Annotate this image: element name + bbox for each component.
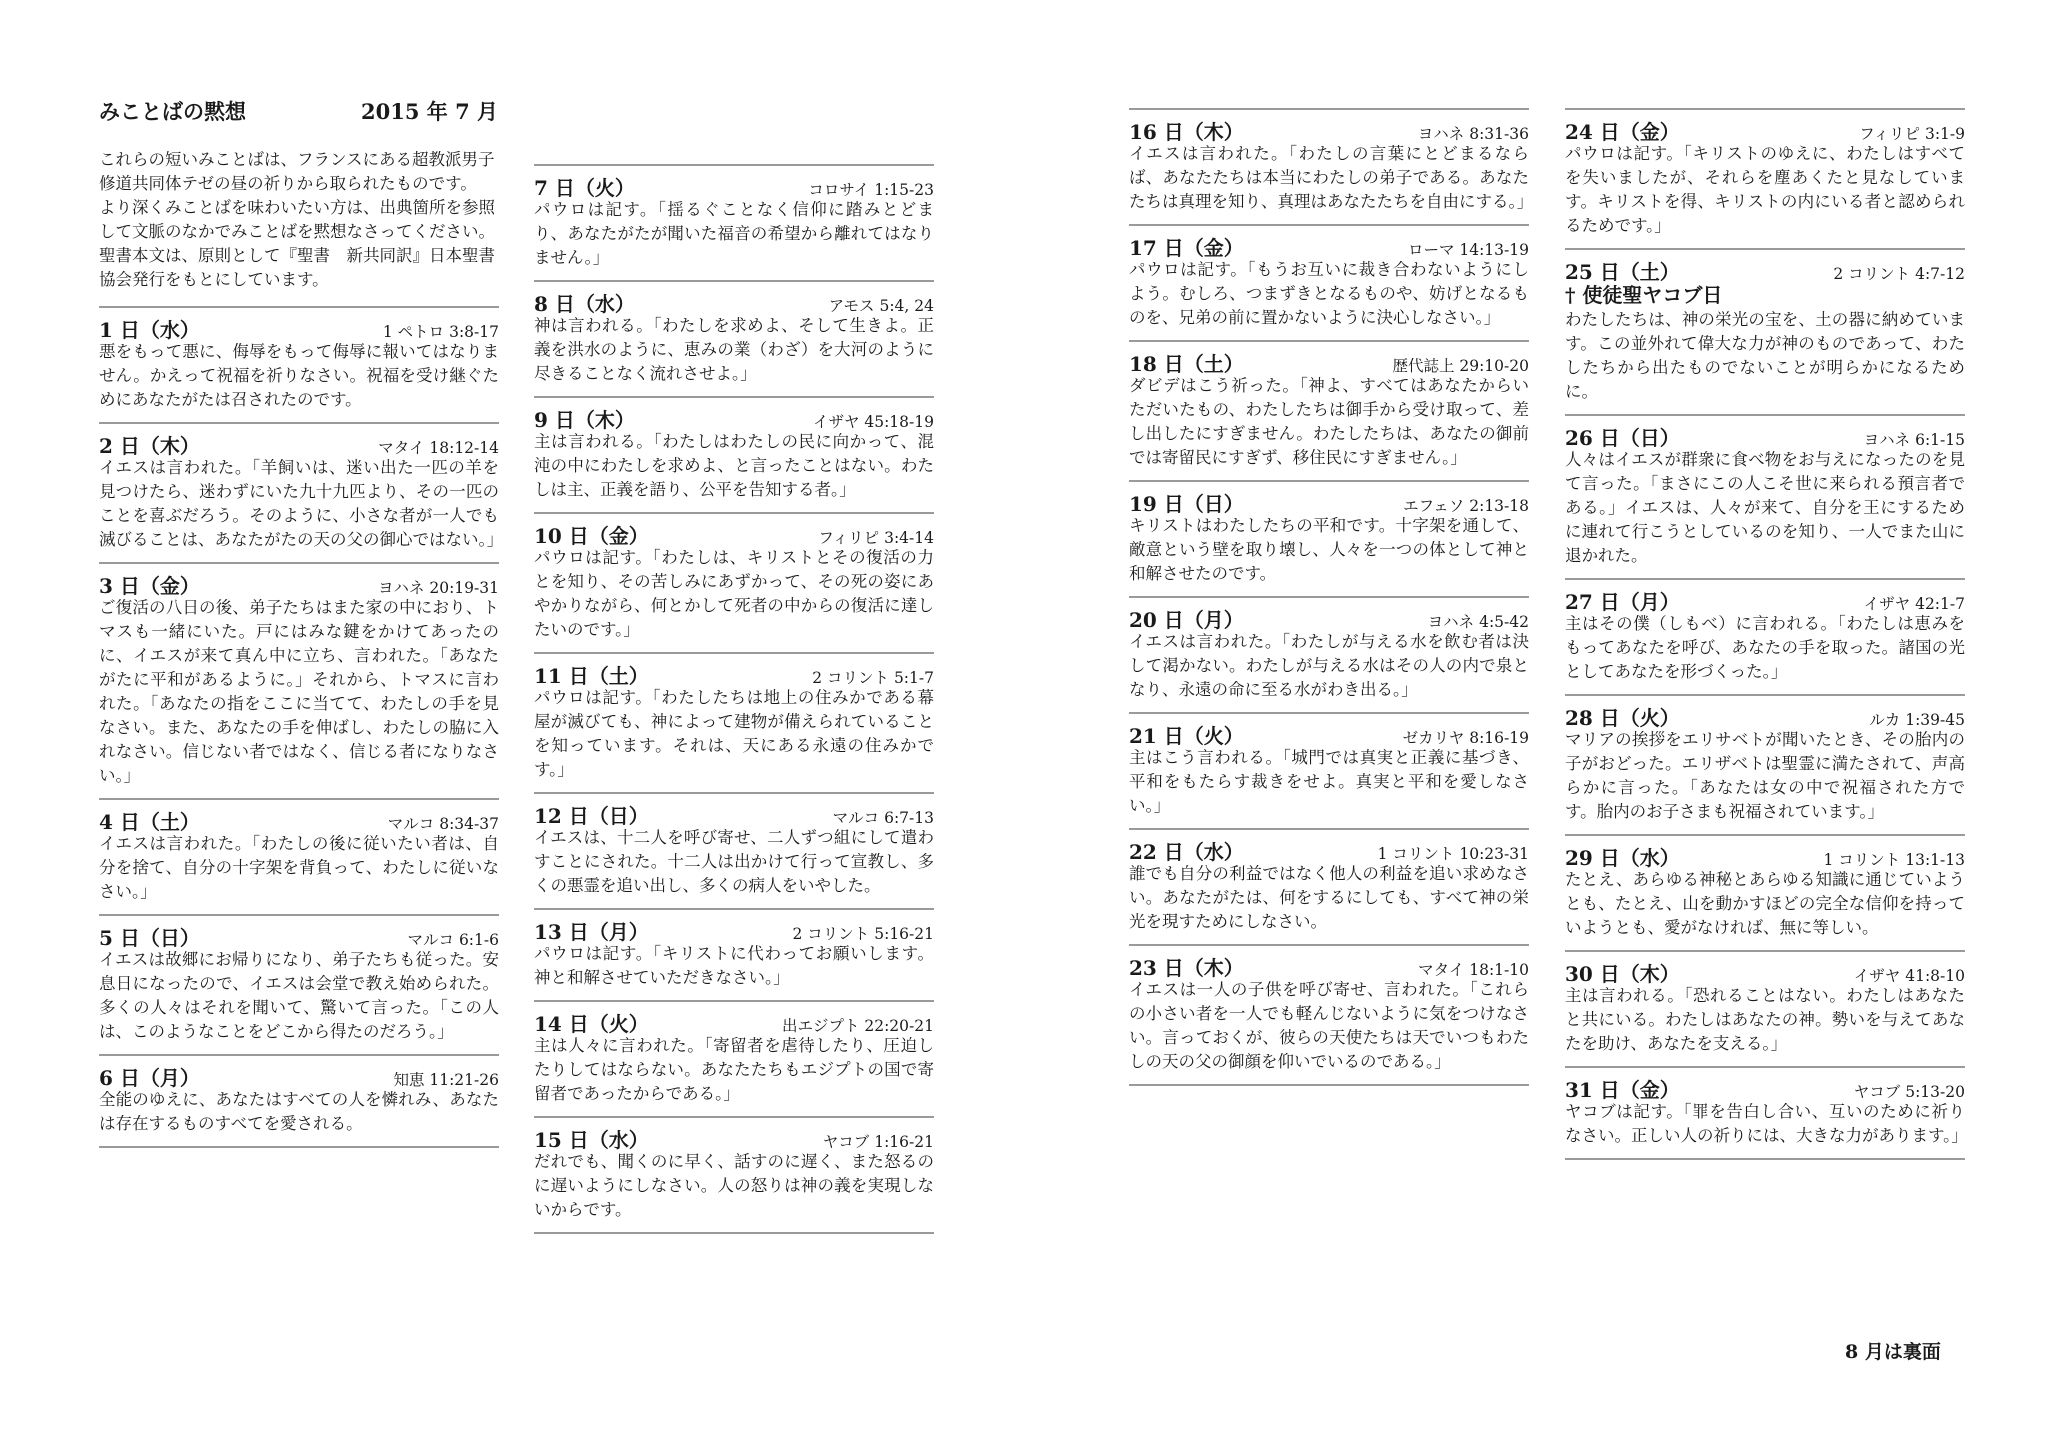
entry-text: たとえ、あらゆる神秘とあらゆる知識に通じていようとも、たとえ、山を動かすほどの完全な信仰を持っていようとも、愛がなければ、無に等しい。 bbox=[1565, 870, 1965, 937]
entry-date: 22 日（水） bbox=[1129, 840, 1244, 864]
next-month-note: 8 月は裏面 bbox=[1845, 1341, 1941, 1363]
meditation-entry bbox=[1129, 108, 1534, 224]
entry-text: イエスは一人の子供を呼び寄せ、言われた。「これらの小さい者を一人でも軽んじないように気をつけなさい。言っておくが、彼らの天使たちは天でいつもわたしの天の父の御顔を仰いでいるのである。」 bbox=[1129, 980, 1529, 1071]
column-2 bbox=[534, 164, 934, 1234]
column-3 bbox=[1129, 108, 1534, 1086]
entry-date: 23 日（木） bbox=[1129, 956, 1244, 980]
entry-date: 19 日（日） bbox=[1129, 492, 1244, 516]
entry-date: 24 日（金） bbox=[1565, 120, 1680, 144]
entry-header bbox=[1565, 958, 1965, 984]
entry-header bbox=[1129, 720, 1529, 746]
entry-date: 20 日（月） bbox=[1129, 608, 1244, 632]
entry-header bbox=[534, 1124, 934, 1150]
entry-date: 15 日（水） bbox=[534, 1128, 649, 1152]
entry-reference: エフェソ 2:13-18 bbox=[1403, 497, 1529, 515]
entry-text: 誰でも自分の利益ではなく他人の利益を追い求めなさい。あなたがたは、何をするにしても、すべて神の栄光を現すためにしなさい。 bbox=[1129, 864, 1529, 931]
entry-date: 12 日（日） bbox=[534, 804, 649, 828]
entry-text: 主はこう言われる。「城門では真実と正義に基づき、平和をもたらす裁きをせよ。真実と平和を愛しなさい。」 bbox=[1129, 748, 1529, 815]
entry-header bbox=[1565, 1074, 1965, 1100]
entry-date: 13 日（月） bbox=[534, 920, 649, 944]
entry-header bbox=[1565, 422, 1965, 448]
entry-date: 14 日（火） bbox=[534, 1012, 649, 1036]
meditation-entry bbox=[1129, 340, 1529, 480]
meditation-entry bbox=[534, 792, 934, 908]
entry-header bbox=[99, 1062, 499, 1088]
entry-reference: フィリピ 3:1-9 bbox=[1859, 125, 1965, 143]
page-header bbox=[99, 96, 499, 126]
entry-reference: ゼカリヤ 8:16-19 bbox=[1402, 729, 1529, 747]
entry-text: イエスは、十二人を呼び寄せ、二人ずつ組にして遣わすことにされた。十二人は出かけて行って宣教し、多くの悪霊を追い出し、多くの病人をいやした。 bbox=[534, 828, 934, 895]
entry-header bbox=[1565, 256, 1965, 282]
meditation-entry bbox=[1565, 1066, 1968, 1160]
entry-reference: 知恵 11:21-26 bbox=[393, 1071, 499, 1089]
entry-reference: アモス 5:4, 24 bbox=[828, 297, 934, 315]
entry-text: パウロは記す。「揺るぐことなく信仰に踏みとどまり、あなたがたが聞いた福音の希望から離れてはなりません。」 bbox=[534, 200, 934, 267]
entry-text: パウロは記す。「わたしは、キリストとその復活の力とを知り、その苦しみにあずかって、その死の姿にあやかりながら、何とかして死者の中からの復活に達したいのです。」 bbox=[534, 548, 935, 639]
entry-date: 17 日（金） bbox=[1129, 236, 1244, 260]
entry-header bbox=[99, 430, 499, 456]
meditation-entry bbox=[1565, 834, 1965, 950]
entry-text: イエスは言われた。「わたしの後に従いたい者は、自分を捨て、自分の十字架を背負って、わたしに従いなさい。」 bbox=[99, 834, 499, 901]
entry-header bbox=[534, 404, 934, 430]
meditation-entry bbox=[534, 280, 934, 396]
meditation-entry bbox=[1129, 224, 1529, 340]
meditation-entry bbox=[534, 164, 934, 280]
meditation-entry bbox=[1565, 578, 1965, 694]
entry-text: ヤコブは記す。「罪を告白し合い、互いのために祈りなさい。正しい人の祈りには、大きな力があります。」 bbox=[1565, 1102, 1968, 1145]
meditation-entry bbox=[534, 1000, 934, 1116]
meditation-entry bbox=[99, 1054, 499, 1148]
entry-date: 16 日（木） bbox=[1129, 120, 1244, 144]
meditation-entry bbox=[99, 422, 504, 562]
entry-header bbox=[99, 922, 499, 948]
entry-text: パウロは記す。「キリストに代わってお願いします。神と和解させていただきなさい。」 bbox=[534, 944, 934, 987]
entry-header bbox=[534, 660, 934, 686]
entry-reference: イザヤ 45:18-19 bbox=[812, 413, 934, 431]
entry-reference: ヨハネ 20:19-31 bbox=[377, 579, 499, 597]
entry-reference: 2 コリント 4:7-12 bbox=[1833, 265, 1965, 283]
entry-date: 11 日（土） bbox=[534, 664, 649, 688]
entry-date: 28 日（火） bbox=[1565, 706, 1680, 730]
entry-date: 9 日（木） bbox=[534, 408, 635, 432]
entry-header bbox=[1129, 952, 1529, 978]
entry-reference: マルコ 6:1-6 bbox=[407, 931, 499, 949]
entry-reference: 2 コリント 5:1-7 bbox=[812, 669, 934, 687]
entry-reference: 1 コリント 10:23-31 bbox=[1377, 845, 1529, 863]
meditation-entry bbox=[99, 798, 499, 914]
entry-text: 主は言われる。「恐れることはない。わたしはあなたと共にいる。わたしはあなたの神。勢いを与えてあなたを助け、あなたを支える。」 bbox=[1565, 986, 1965, 1053]
entry-header bbox=[1565, 702, 1965, 728]
entry-reference: ルカ 1:39-45 bbox=[1869, 711, 1965, 729]
entry-reference: ヨハネ 6:1-15 bbox=[1863, 431, 1965, 449]
entry-header bbox=[534, 288, 934, 314]
entry-date: 1 日（水） bbox=[99, 318, 200, 342]
meditation-entry bbox=[99, 306, 499, 422]
meditation-entry bbox=[1565, 950, 1965, 1066]
meditation-entry bbox=[1129, 480, 1529, 596]
entry-date: 26 日（日） bbox=[1565, 426, 1680, 450]
entry-date: 7 日（火） bbox=[534, 176, 635, 200]
meditation-entry bbox=[1129, 944, 1529, 1086]
entry-header bbox=[1129, 836, 1529, 862]
entry-reference: イザヤ 42:1-7 bbox=[1863, 595, 1965, 613]
entry-text: パウロは記す。「キリストのゆえに、わたしはすべてを失いましたが、それらを塵あくたと見なしています。キリストを得、キリストの内にいる者と認められるためです。」 bbox=[1565, 144, 1966, 235]
entry-reference: 出エジプト 22:20-21 bbox=[781, 1017, 934, 1035]
entry-text: だれでも、聞くのに早く、話すのに遅く、また怒るのに遅いようにしなさい。人の怒りは神の義を実現しないからです。 bbox=[534, 1152, 934, 1219]
entry-text: パウロは記す。「もうお互いに裁き合わないようにしよう。むしろ、つまずきとなるものや、妨げとなるものを、兄弟の前に置かないように決心しなさい。」 bbox=[1129, 260, 1529, 327]
entry-header bbox=[1129, 232, 1529, 258]
intro-paragraph: より深くみことばを味わいたい方は、出典箇所を参照して文脈のなかでみことばを黙想なさってください。 bbox=[99, 198, 495, 241]
meditation-entry bbox=[1129, 828, 1529, 944]
meditation-entry bbox=[1565, 414, 1965, 578]
entry-text: わたしたちは、神の栄光の宝を、土の器に納めています。この並外れて偉大な力が神のものであって、わたしたちから出たものでないことが明らかになるために。 bbox=[1565, 310, 1965, 401]
entry-header bbox=[1129, 348, 1529, 374]
entry-text: ご復活の八日の後、弟子たちはまた家の中におり、トマスも一緒にいた。戸にはみな鍵をかけてあったのに、イエスが来て真ん中に立ち、言われた。「あなたがたに平和があるように。」それから、トマスに言われた。「あなたの指をここに当てて、わたしの手を見なさい。また、あなたの手を伸ばし、わたしの脇に入れなさい。信じない者ではなく、信じる者になりなさい。」 bbox=[99, 598, 499, 785]
meditation-entry bbox=[534, 1116, 934, 1234]
meditation-entry bbox=[1129, 596, 1529, 712]
entry-header bbox=[1129, 488, 1529, 514]
column-4 bbox=[1565, 108, 1968, 1160]
entry-date: 2 日（木） bbox=[99, 434, 200, 458]
meditation-entry bbox=[99, 914, 499, 1054]
entry-header bbox=[1565, 842, 1965, 868]
entry-text: ダビデはこう祈った。「神よ、すべてはあなたからいただいたもの、わたしたちは御手から受け取って、差し出したにすぎません。わたしたちは、あなたの御前では寄留民にすぎず、移住民にすぎません。」 bbox=[1129, 376, 1529, 467]
entry-reference: ヨハネ 4:5-42 bbox=[1427, 613, 1529, 631]
entry-reference: 歴代誌上 29:10-20 bbox=[1392, 357, 1529, 375]
entry-header bbox=[1565, 116, 1965, 142]
entry-header bbox=[534, 800, 934, 826]
entry-date: 10 日（金） bbox=[534, 524, 649, 548]
entry-header bbox=[534, 520, 934, 546]
entry-header bbox=[1129, 604, 1529, 630]
entry-date: 8 日（水） bbox=[534, 292, 635, 316]
meditation-entry bbox=[534, 908, 934, 1000]
entry-text: 主は言われる。「わたしはわたしの民に向かって、混沌の中にわたしを求めよ、と言ったことはない。わたしは主、正義を語り、公平を告知する者。」 bbox=[534, 432, 934, 499]
meditation-entry bbox=[1565, 248, 1965, 414]
meditation-entry bbox=[1129, 712, 1529, 828]
entry-date: 25 日（土） bbox=[1565, 260, 1680, 284]
entry-text: 主は人々に言われた。「寄留者を虐待したり、圧迫したりしてはならない。あなたたちもエジプトの国で寄留者であったからである。」 bbox=[534, 1036, 934, 1103]
entry-text: 神は言われる。「わたしを求めよ、そして生きよ。正義を洪水のように、恵みの業（わざ）を大河のように尽きることなく流れさせよ。」 bbox=[534, 316, 934, 383]
entry-date: 27 日（月） bbox=[1565, 590, 1680, 614]
entry-reference: マルコ 6:7-13 bbox=[832, 809, 934, 827]
entry-reference: ヤコブ 5:13-20 bbox=[1853, 1083, 1965, 1101]
entry-reference: コロサイ 1:15-23 bbox=[808, 181, 934, 199]
entry-date: 3 日（金） bbox=[99, 574, 200, 598]
meditation-entry bbox=[534, 652, 934, 792]
entry-reference: 1 コリント 13:1-13 bbox=[1823, 851, 1965, 869]
entry-text: パウロは記す。「わたしたちは地上の住みかである幕屋が滅びても、神によって建物が備えられていることを知っています。それは、天にある永遠の住みかです。」 bbox=[534, 688, 934, 779]
entry-reference: 2 コリント 5:16-21 bbox=[792, 925, 934, 943]
entry-header bbox=[1129, 116, 1529, 142]
entry-reference: フィリピ 3:4-14 bbox=[818, 529, 934, 547]
entry-text: 悪をもって悪に、侮辱をもって侮辱に報いてはなりません。かえって祝福を祈りなさい。祝福を受け継ぐためにあなたがたは召されたのです。 bbox=[99, 342, 499, 409]
page-month: 2015 年 7 月 bbox=[361, 99, 498, 124]
entry-date: 29 日（水） bbox=[1565, 846, 1680, 870]
entry-reference: マタイ 18:12-14 bbox=[378, 439, 499, 457]
entry-reference: ヤコブ 1:16-21 bbox=[822, 1133, 934, 1151]
entry-date: 4 日（土） bbox=[99, 810, 200, 834]
meditation-entry bbox=[99, 562, 499, 798]
entry-reference: ローマ 14:13-19 bbox=[1407, 241, 1529, 259]
intro-paragraph: これらの短いみことばは、フランスにある超教派男子修道共同体テゼの昼の祈りから取られたものです。 bbox=[99, 150, 495, 193]
entry-header bbox=[99, 570, 499, 596]
meditation-entry bbox=[534, 396, 934, 512]
entry-reference: イザヤ 41:8-10 bbox=[1853, 967, 1965, 985]
entry-reference: 1 ペトロ 3:8-17 bbox=[382, 323, 499, 341]
meditation-entry bbox=[1565, 108, 1965, 248]
entry-text: 人々はイエスが群衆に食べ物をお与えになったのを見て言った。「まさにこの人こそ世に来られる預言者である。」イエスは、人々が来て、自分を王にするために連れて行こうとしているのを知り、一人でまた山に退かれた。 bbox=[1565, 450, 1965, 565]
entry-header bbox=[534, 172, 934, 198]
page-title: みことばの黙想 bbox=[99, 99, 246, 124]
entry-header bbox=[99, 314, 499, 340]
entry-text: 主はその僕（しもべ）に言われる。「わたしは恵みをもってあなたを呼び、あなたの手を取った。諸国の光としてあなたを形づくった。」 bbox=[1565, 614, 1965, 681]
entry-text: イエスは言われた。「わたしの言葉にとどまるならば、あなたたちは本当にわたしの弟子である。あなたたちは真理を知り、真理はあなたたちを自由にする。」 bbox=[1129, 144, 1534, 211]
entry-date: 31 日（金） bbox=[1565, 1078, 1680, 1102]
entry-reference: ヨハネ 8:31-36 bbox=[1417, 125, 1529, 143]
entry-date: 30 日（木） bbox=[1565, 962, 1680, 986]
entry-text: イエスは故郷にお帰りになり、弟子たちも従った。安息日になったので、イエスは会堂で教え始められた。多くの人々はそれを聞いて、驚いて言った。「この人は、このようなことをどこから得たのだろう。」 bbox=[99, 950, 499, 1041]
entry-header bbox=[534, 1008, 934, 1034]
entry-header bbox=[534, 916, 934, 942]
entry-text: イエスは言われた。「羊飼いは、迷い出た一匹の羊を見つけたら、迷わずにいた九十九匹より、その一匹のことを喜ぶだろう。そのように、小さな者が一人でも滅びることは、あなたがたの天の父の御心ではない。」 bbox=[99, 458, 504, 549]
intro-text bbox=[99, 148, 499, 292]
meditation-entry bbox=[534, 512, 934, 652]
intro-paragraph: 聖書本文は、原則として『聖書 新共同訳』日本聖書協会発行をもとにしています。 bbox=[99, 246, 495, 289]
column-1 bbox=[99, 96, 504, 1148]
entry-date: 6 日（月） bbox=[99, 1066, 200, 1090]
entry-reference: マタイ 18:1-10 bbox=[1418, 961, 1529, 979]
entry-date: 21 日（火） bbox=[1129, 724, 1244, 748]
entry-date: 18 日（土） bbox=[1129, 352, 1244, 376]
feast-day: † 使徒聖ヤコブ日 bbox=[1565, 283, 1723, 307]
entry-text: 全能のゆえに、あなたはすべての人を憐れみ、あなたは存在するものすべてを愛される。 bbox=[99, 1090, 499, 1133]
entry-reference: マルコ 8:34-37 bbox=[387, 815, 499, 833]
entry-header bbox=[99, 806, 499, 832]
entry-text: キリストはわたしたちの平和です。十字架を通して、敵意という壁を取り壊し、人々を一つの体として神と和解させたのです。 bbox=[1129, 516, 1530, 583]
entry-header bbox=[1565, 586, 1965, 612]
entry-date: 5 日（日） bbox=[99, 926, 200, 950]
entry-text: マリアの挨拶をエリサベトが聞いたとき、その胎内の子がおどった。エリザベトは聖霊に満たされて、声高らかに言った。「あなたは女の中で祝福された方です。胎内のお子さまも祝福されています。」 bbox=[1565, 730, 1965, 821]
entry-text: イエスは言われた。「わたしが与える水を飲む者は決して渇かない。わたしが与える水はその人の内で泉となり、永遠の命に至る水がわき出る。」 bbox=[1129, 632, 1529, 699]
meditation-entry bbox=[1565, 694, 1965, 834]
